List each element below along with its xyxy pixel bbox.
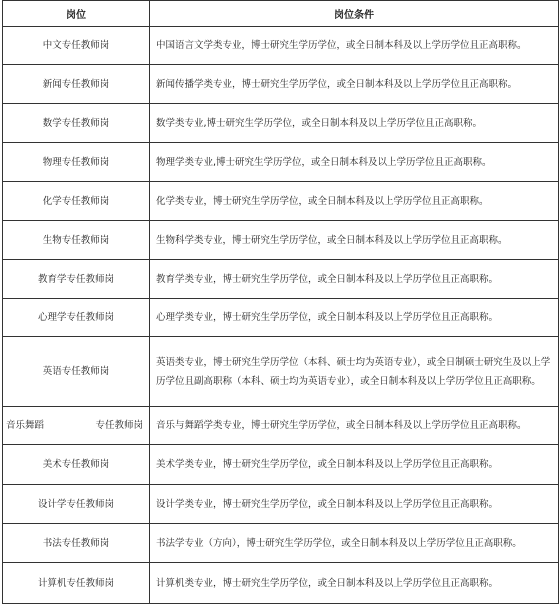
condition-cell: 新闻传播学类专业，博士研究生学历学位，或全日制本科及以上学历学位且正高职称。 <box>150 65 559 104</box>
table-header-row <box>3 1 559 27</box>
condition-cell: 计算机类专业，博士研究生学历学位，或全日制本科及以上学历学位且正高职称。 <box>150 563 559 604</box>
position-cell: 化学专任教师岗 <box>3 182 150 221</box>
condition-cell: 生物科学类专业，博士研究生学历学位，或全日制本科及以上学历学位且正高职称。 <box>150 221 559 260</box>
condition-cell: 音乐与舞蹈学类专业，博士研究生学历学位，或全日制本科及以上学历学位且正高职称。 <box>150 407 559 445</box>
position-cell: 英语专任教师岗 <box>3 337 150 407</box>
table-row <box>3 182 559 221</box>
table-row <box>3 299 559 337</box>
table-row <box>3 563 559 604</box>
condition-cell: 英语类专业，博士研究生学历学位（本科、硕士均为英语专业），或全日制硕士研究生及以上学历学位且副高职称（本科、硕士均为英语专业），或全日制本科及以上学历学位且正高职称。 <box>150 337 559 407</box>
position-cell <box>3 407 150 445</box>
table-row <box>3 407 559 445</box>
condition-cell: 数学类专业,博士研究生学历学位，或全日制本科及以上学历学位且正高职称。 <box>150 104 559 143</box>
position-cell: 心理学专任教师岗 <box>3 299 150 337</box>
position-cell: 物理专任教师岗 <box>3 143 150 182</box>
position-cell: 新闻专任教师岗 <box>3 65 150 104</box>
position-cell: 教育学专任教师岗 <box>3 260 150 299</box>
table-row <box>3 260 559 299</box>
condition-cell: 设计学类专业，博士研究生学历学位，或全日制本科及以上学历学位且正高职称。 <box>150 485 559 524</box>
header-conditions: 岗位条件 <box>150 1 559 27</box>
condition-cell: 中国语言文学类专业，博士研究生学历学位，或全日制本科及以上学历学位且正高职称。 <box>150 27 559 65</box>
condition-cell: 美术学类专业，博士研究生学历学位，或全日制本科及以上学历学位且正高职称。 <box>150 445 559 485</box>
table-row <box>3 485 559 524</box>
table-row <box>3 445 559 485</box>
table-row <box>3 104 559 143</box>
position-part-a: 音乐舞蹈 <box>6 420 45 431</box>
condition-cell: 书法学专业（方向），博士研究生学历学位，或全日制本科及以上学历学位且正高职称。 <box>150 524 559 563</box>
condition-cell: 教育学类专业，博士研究生学历学位，或全日制本科及以上学历学位且正高职称。 <box>150 260 559 299</box>
table-row <box>3 337 559 407</box>
position-cell: 计算机专任教师岗 <box>3 563 150 604</box>
table-row <box>3 143 559 182</box>
positions-table <box>2 0 559 604</box>
header-position: 岗位 <box>3 1 150 27</box>
position-cell: 数学专任教师岗 <box>3 104 150 143</box>
position-cell: 设计学专任教师岗 <box>3 485 150 524</box>
position-part-b: 专任教师岗 <box>95 420 143 431</box>
table-row <box>3 221 559 260</box>
condition-cell: 心理学类专业，博士研究生学历学位，或全日制本科及以上学历学位且正高职称。 <box>150 299 559 337</box>
position-cell: 中文专任教师岗 <box>3 27 150 65</box>
table-row <box>3 27 559 65</box>
table-row <box>3 524 559 563</box>
position-cell: 美术专任教师岗 <box>3 445 150 485</box>
position-cell: 生物专任教师岗 <box>3 221 150 260</box>
position-cell: 书法专任教师岗 <box>3 524 150 563</box>
condition-cell: 物理学类专业,博士研究生学历学位，或全日制本科及以上学历学位且正高职称。 <box>150 143 559 182</box>
condition-cell: 化学类专业，博士研究生学历学位，或全日制本科及以上学历学位且正高职称。 <box>150 182 559 221</box>
table-row <box>3 65 559 104</box>
